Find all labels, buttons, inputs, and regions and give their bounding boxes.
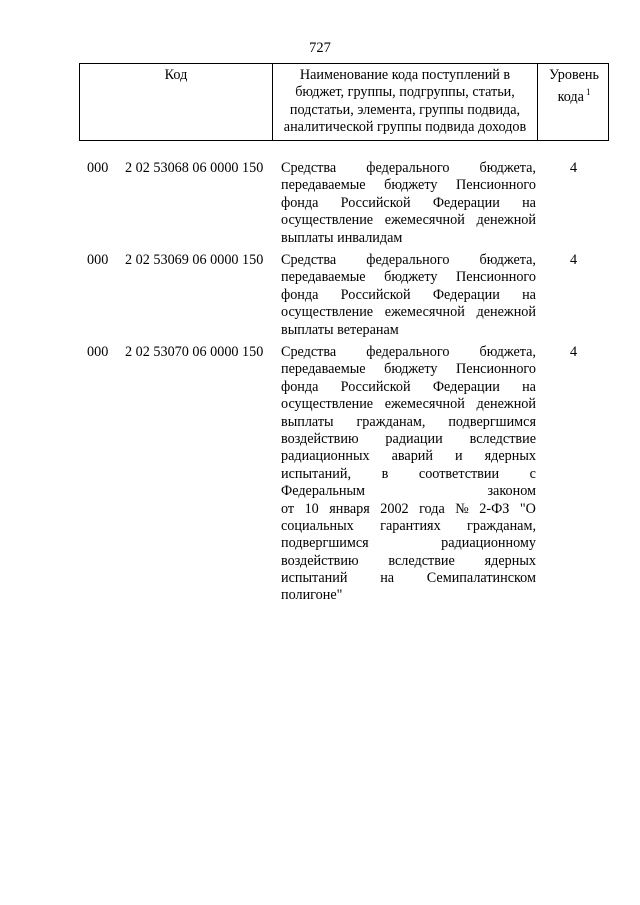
description-line: испытаний, в соответствии с (281, 465, 536, 482)
description-line: полигоне" (281, 587, 343, 604)
header-name-line: подстатьи, элемента, группы подвида, (289, 101, 521, 118)
header-name-line: Наименование кода поступлений в (299, 67, 511, 83)
row-level: 4 (570, 252, 578, 268)
row-description (281, 252, 536, 339)
description-line: осуществление ежемесячной денежной (281, 304, 536, 321)
description-line: выплаты гражданам, подвергшимся (281, 413, 536, 430)
description-line: подвергшимся радиационному (281, 535, 536, 552)
row-budget-code: 2 02 53068 06 0000 150 (125, 160, 264, 176)
description-line: передаваемые бюджету Пенсионного (281, 361, 536, 378)
description-line: Средства федерального бюджета, (281, 160, 536, 176)
row-description (281, 344, 536, 605)
header-level-line: кода (557, 89, 584, 106)
row-admin-code: 000 (87, 344, 109, 360)
row-budget-code: 2 02 53069 06 0000 150 (125, 252, 264, 268)
row-level: 4 (570, 160, 578, 176)
header-level-footnote: 1 (585, 87, 591, 98)
description-line: воздействию радиации вследствие (281, 430, 536, 447)
header-code-cell (80, 64, 273, 140)
header-name-cell (273, 64, 538, 140)
description-line: радиационных аварий и ядерных (281, 448, 536, 465)
description-line: передаваемые бюджету Пенсионного (281, 269, 536, 286)
row-admin-code: 000 (87, 252, 109, 268)
description-line: фонда Российской Федерации на (281, 286, 536, 303)
header-name-line: аналитической группы подвида доходов (283, 119, 527, 136)
description-line: воздействию вследствие ядерных (281, 552, 536, 569)
page-number: 727 (309, 40, 331, 56)
description-line: выплаты инвалидам (281, 229, 403, 246)
description-line: Средства федерального бюджета, (281, 252, 536, 268)
description-line: фонда Российской Федерации на (281, 378, 536, 395)
header-code-label: Код (164, 67, 188, 83)
description-line: Федеральным законом (281, 483, 536, 500)
row-admin-code: 000 (87, 160, 109, 176)
description-line: социальных гарантиях гражданам, (281, 517, 536, 534)
description-line: испытаний на Семипалатинском (281, 570, 536, 587)
header-level-cell (538, 64, 610, 140)
row-level: 4 (570, 344, 578, 360)
description-line: фонда Российской Федерации на (281, 194, 536, 211)
row-description (281, 160, 536, 247)
description-line: выплаты ветеранам (281, 321, 399, 338)
description-line: осуществление ежемесячной денежной (281, 396, 536, 413)
description-line: от 10 января 2002 года № 2-ФЗ "О (281, 500, 536, 517)
table-header (79, 63, 609, 141)
row-budget-code: 2 02 53070 06 0000 150 (125, 344, 264, 360)
header-level-line: Уровень (549, 67, 599, 83)
description-line: Средства федерального бюджета, (281, 344, 536, 360)
description-line: передаваемые бюджету Пенсионного (281, 177, 536, 194)
header-name-line: бюджет, группы, подгруппы, статьи, (295, 84, 515, 101)
description-line: осуществление ежемесячной денежной (281, 212, 536, 229)
